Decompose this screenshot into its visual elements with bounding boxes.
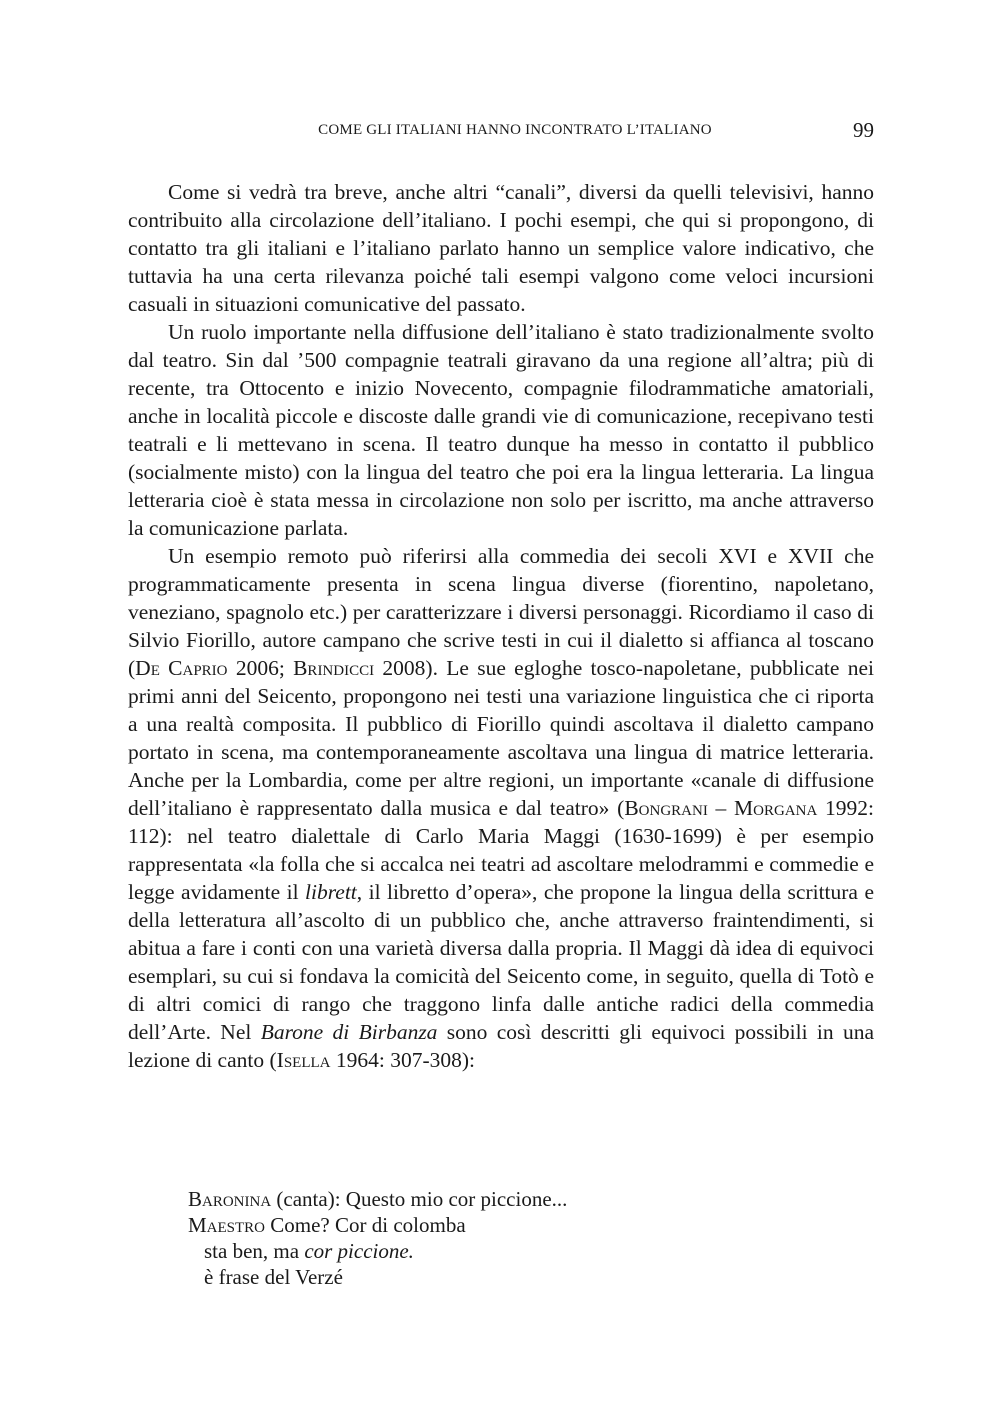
verse-quotation	[188, 1186, 788, 1290]
citation-de-caprio: De Caprio	[135, 656, 228, 680]
verse-line	[188, 1212, 788, 1238]
verse-line	[188, 1186, 788, 1212]
paragraph-1: Come si vedrà tra breve, anche altri “canali”, diversi da quelli televisivi, hanno contribuito alla circolazione dell’italiano. I pochi esempi, che qui si propongono, di contatto tra gli italiani e l’italiano parlato hanno un semplice valore indicativo, che tuttavia ha una certa rilevanza poiché tali esempi valgono come veloci incursioni casuali in situazioni comunicative del passato.	[128, 180, 874, 316]
citation-bongrani-morgana: Bongrani – Morgana	[624, 796, 818, 820]
speaker-baronina: Baronina	[188, 1187, 272, 1211]
paragraph-3-text: sono così descritti gli equivoci possibili in una lezione di canto (	[128, 1020, 874, 1072]
verse-text: sta ben, ma	[204, 1239, 305, 1263]
paragraph-3-text: , il libretto d’opera», che propone la lingua della scrittura e della letteratura all’ascolto di un pubblico che, anche attraverso fraintendimenti, si abitua a fare i conti con una varietà diversa dalla propria. Il Maggi dà idea di equivoci esemplari, su cui si fondava la comicità del Seicento come, in seguito, quella di Totò e di altri comici di rango che traggono linfa dalle antiche radici della commedia dell’Arte. Nel	[128, 880, 874, 1044]
citation-brindicci: Brindicci	[293, 656, 375, 680]
citation-isella: Isella	[276, 1048, 331, 1072]
page-number: 99	[853, 118, 874, 142]
verse-line	[188, 1238, 788, 1264]
verse-italic: cor piccione.	[304, 1239, 414, 1263]
running-title: COME GLI ITALIANI HANNO INCONTRATO L’ITALIANO	[318, 122, 712, 138]
paragraph-3-text: 1964: 307-308):	[330, 1048, 476, 1072]
italic-librett: librett	[305, 880, 357, 904]
italic-barone-di-birbanza: Barone di Birbanza	[260, 1020, 438, 1044]
body-text	[128, 178, 874, 1074]
paragraph-3	[128, 542, 874, 1074]
paragraph-3-text: 2006;	[227, 656, 294, 680]
speaker-maestro: Maestro	[188, 1213, 266, 1237]
verse-text: Come? Cor di colomba	[265, 1213, 466, 1237]
verse-line	[188, 1264, 788, 1290]
paragraph-3-text: 2008). Le sue egloghe tosco-napoletane, pubblicate nei primi anni del Seicento, propongono nei testi una variazione linguistica che ci riporta a una realtà composita. Il pubblico di Fiorillo quindi ascoltava il dialetto campano portato in scena, ma contemporaneamente ascoltava una lingua di matrice letteraria. Anche per la Lombardia, come per altre regioni, un importante «canale di diffusione dell’italiano è rappresentato dalla musica e dal teatro» (	[128, 656, 874, 820]
paragraph-3-text: 1992: 112): nel teatro dialettale di Carlo Maria Maggi (1630-1699) è per esempio rappresentata «la folla che si accalca nei teatri ad ascoltare melodrammi e commedie e legge avidamente il	[128, 796, 874, 904]
verse-text: (canta): Questo mio cor piccione...	[271, 1187, 568, 1211]
verse-text: è frase del Verzé	[204, 1265, 343, 1289]
paragraph-2: Un ruolo importante nella diffusione dell’italiano è stato tradizionalmente svolto dal teatro. Sin dal ’500 compagnie teatrali giravano da una regione all’altra; più di recente, tra Ottocento e inizio Novecento, compagnie filodrammatiche amatoriali, anche in località piccole e discoste dalle grandi vie di comunicazione, recepivano testi teatrali e li mettevano in scena. Il teatro dunque ha messo in contatto il pubblico (socialmente misto) con la lingua del teatro che poi era la lingua letteraria. La lingua letteraria cioè è stata messa in circolazione non solo per iscritto, ma anche attraverso la comunicazione parlata.	[128, 320, 874, 540]
paragraph-3-text: Un esempio remoto può riferirsi alla commedia dei secoli XVI e XVII che programmaticamente presenta in scena lingua diverse (fiorentino, napoletano, veneziano, spagnolo etc.) per caratterizzare i diversi personaggi. Ricordiamo il caso di Silvio Fiorillo, autore campano che scrive testi in cui il dialetto si affianca al toscano (	[128, 544, 874, 680]
running-header	[156, 118, 874, 148]
